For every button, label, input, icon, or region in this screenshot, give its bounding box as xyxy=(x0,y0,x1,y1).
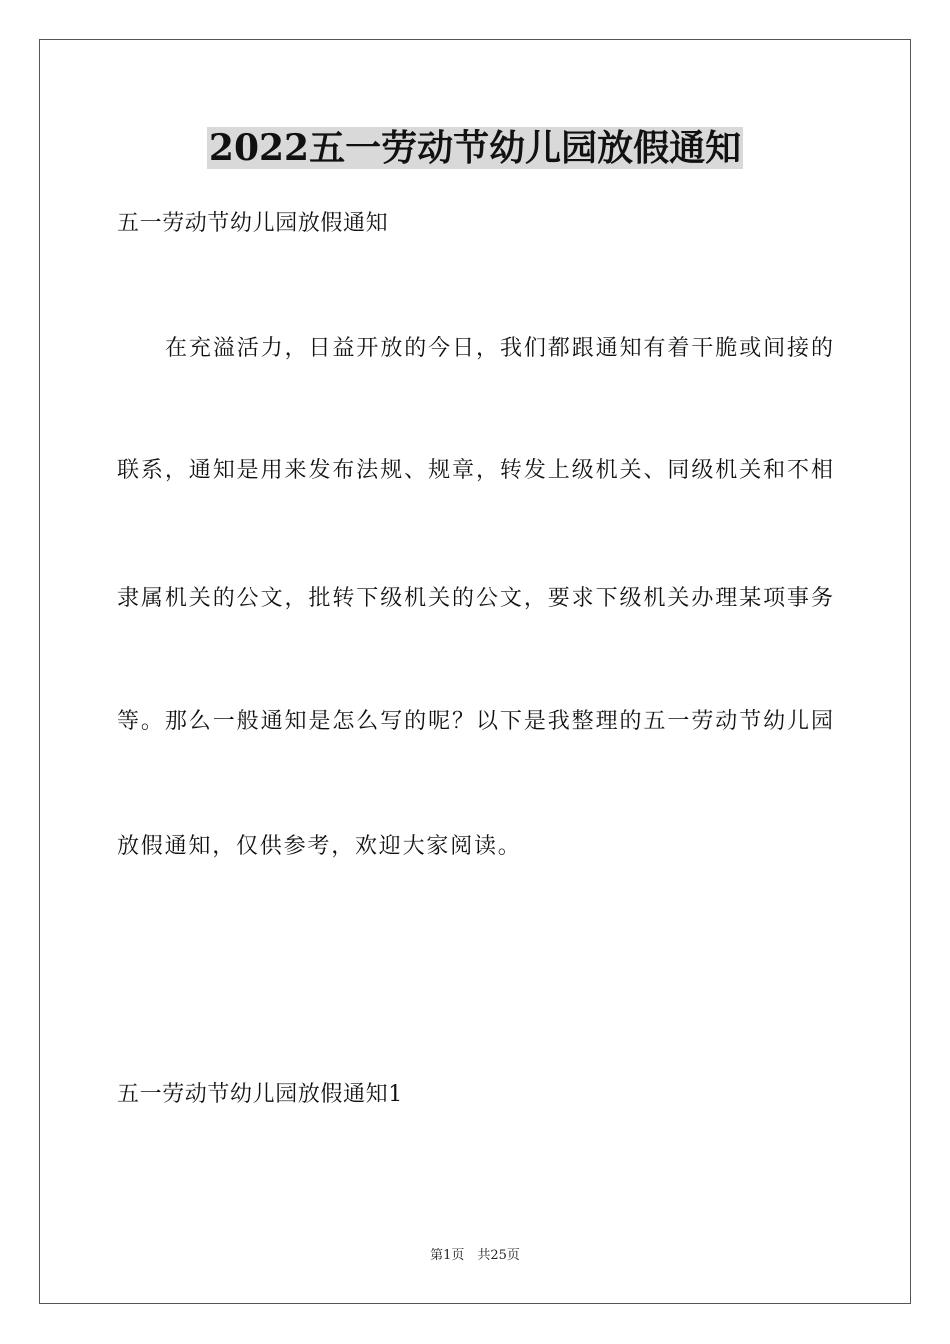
intro-paragraph-line: 隶属机关的公文，批转下级机关的公文，要求下级机关办理某项事务 xyxy=(117,586,833,611)
intro-paragraph-line: 联系，通知是用来发布法规、规章，转发上级机关、同级机关和不相 xyxy=(117,458,833,483)
document-title xyxy=(0,124,950,172)
intro-paragraph-line: 放假通知，仅供参考，欢迎大家阅读。 xyxy=(117,834,522,859)
document-subtitle: 五一劳动节幼儿园放假通知 xyxy=(117,211,389,236)
intro-paragraph-line: 等。那么一般通知是怎么写的呢？以下是我整理的五一劳动节幼儿园 xyxy=(117,709,833,734)
document-title-text: 2022五一劳动节幼儿园放假通知 xyxy=(208,127,742,169)
page-number-footer: 第1页 共25页 xyxy=(430,1248,520,1263)
section-heading: 五一劳动节幼儿园放假通知1 xyxy=(117,1082,403,1107)
intro-paragraph-line: 在充溢活力，日益开放的今日，我们都跟通知有着干脆或间接的 xyxy=(165,336,833,361)
